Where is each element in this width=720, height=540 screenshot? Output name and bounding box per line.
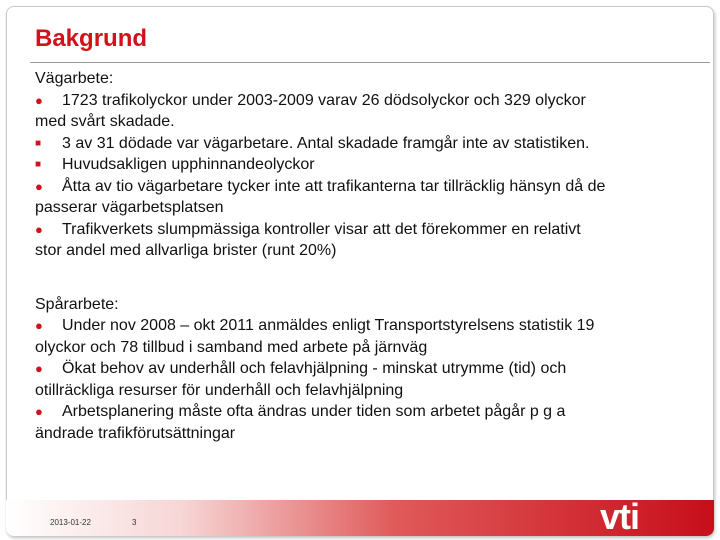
slide-title: Bakgrund [35, 25, 148, 52]
list-item-text: Under nov 2008 – okt 2011 anmäldes enligt Transportstyrelsens statistik 19 [62, 317, 595, 334]
round-bullet-icon: ● [35, 318, 43, 333]
list-item-continuation: otillräckliga resurser för underhåll och felavhjälpning [35, 381, 404, 399]
list-item [35, 358, 690, 380]
vti-logo: vti [600, 496, 640, 537]
section-heading: Spårarbete: [35, 295, 119, 313]
round-bullet-icon: ● [35, 361, 43, 376]
round-bullet-icon: ● [35, 221, 43, 237]
square-bullet-icon: ■ [35, 159, 42, 170]
round-bullet-icon: ● [35, 178, 43, 194]
section-heading: Vägarbete: [35, 70, 114, 87]
footer-page-number: 3 [132, 518, 137, 527]
section-vagarbete [35, 68, 690, 262]
list-item [35, 154, 690, 176]
list-item-continuation: ändrade trafikförutsättningar [35, 424, 236, 442]
title-divider [30, 62, 710, 63]
list-item [35, 90, 690, 112]
list-item [35, 176, 690, 198]
list-item-text: Trafikverkets slumpmässiga kontroller visar att det förekommer en relativt [62, 220, 581, 238]
list-item-text: Ökat behov av underhåll och felavhjälpning - minskat utrymme (tid) och [62, 360, 567, 377]
list-item-continuation: med svårt skadade. [35, 113, 175, 130]
list-item [35, 401, 690, 423]
list-item-continuation: passerar vägarbetsplatsen [35, 199, 224, 216]
list-item-continuation: stor andel med allvarliga brister (runt 20%) [35, 242, 337, 259]
list-item-text: Huvudsakligen upphinnandeolyckor [62, 156, 315, 173]
slide-body [35, 68, 690, 444]
list-item [35, 315, 690, 337]
list-item-continuation: olyckor och 78 tillbud i samband med arbete på järnväg [35, 338, 428, 356]
round-bullet-icon: ● [35, 92, 43, 108]
list-item-text: Arbetsplanering måste ofta ändras under tiden som arbetet pågår p g a [62, 403, 566, 420]
footer-date: 2013-01-22 [50, 518, 91, 527]
section-sparerbete [35, 294, 690, 445]
square-bullet-icon: ■ [35, 137, 42, 149]
list-item [35, 219, 690, 241]
list-item [35, 133, 690, 155]
list-item-text: 3 av 31 dödade var vägarbetare. Antal skadade framgår inte av statistiken. [62, 134, 590, 152]
list-item-text: Åtta av tio vägarbetare tycker inte att trafikanterna tar tillräcklig hänsyn då de [62, 177, 606, 195]
list-item-text: 1723 trafikolyckor under 2003-2009 varav 26 dödsolyckor och 329 olyckor [62, 91, 586, 109]
round-bullet-icon: ● [35, 404, 43, 419]
